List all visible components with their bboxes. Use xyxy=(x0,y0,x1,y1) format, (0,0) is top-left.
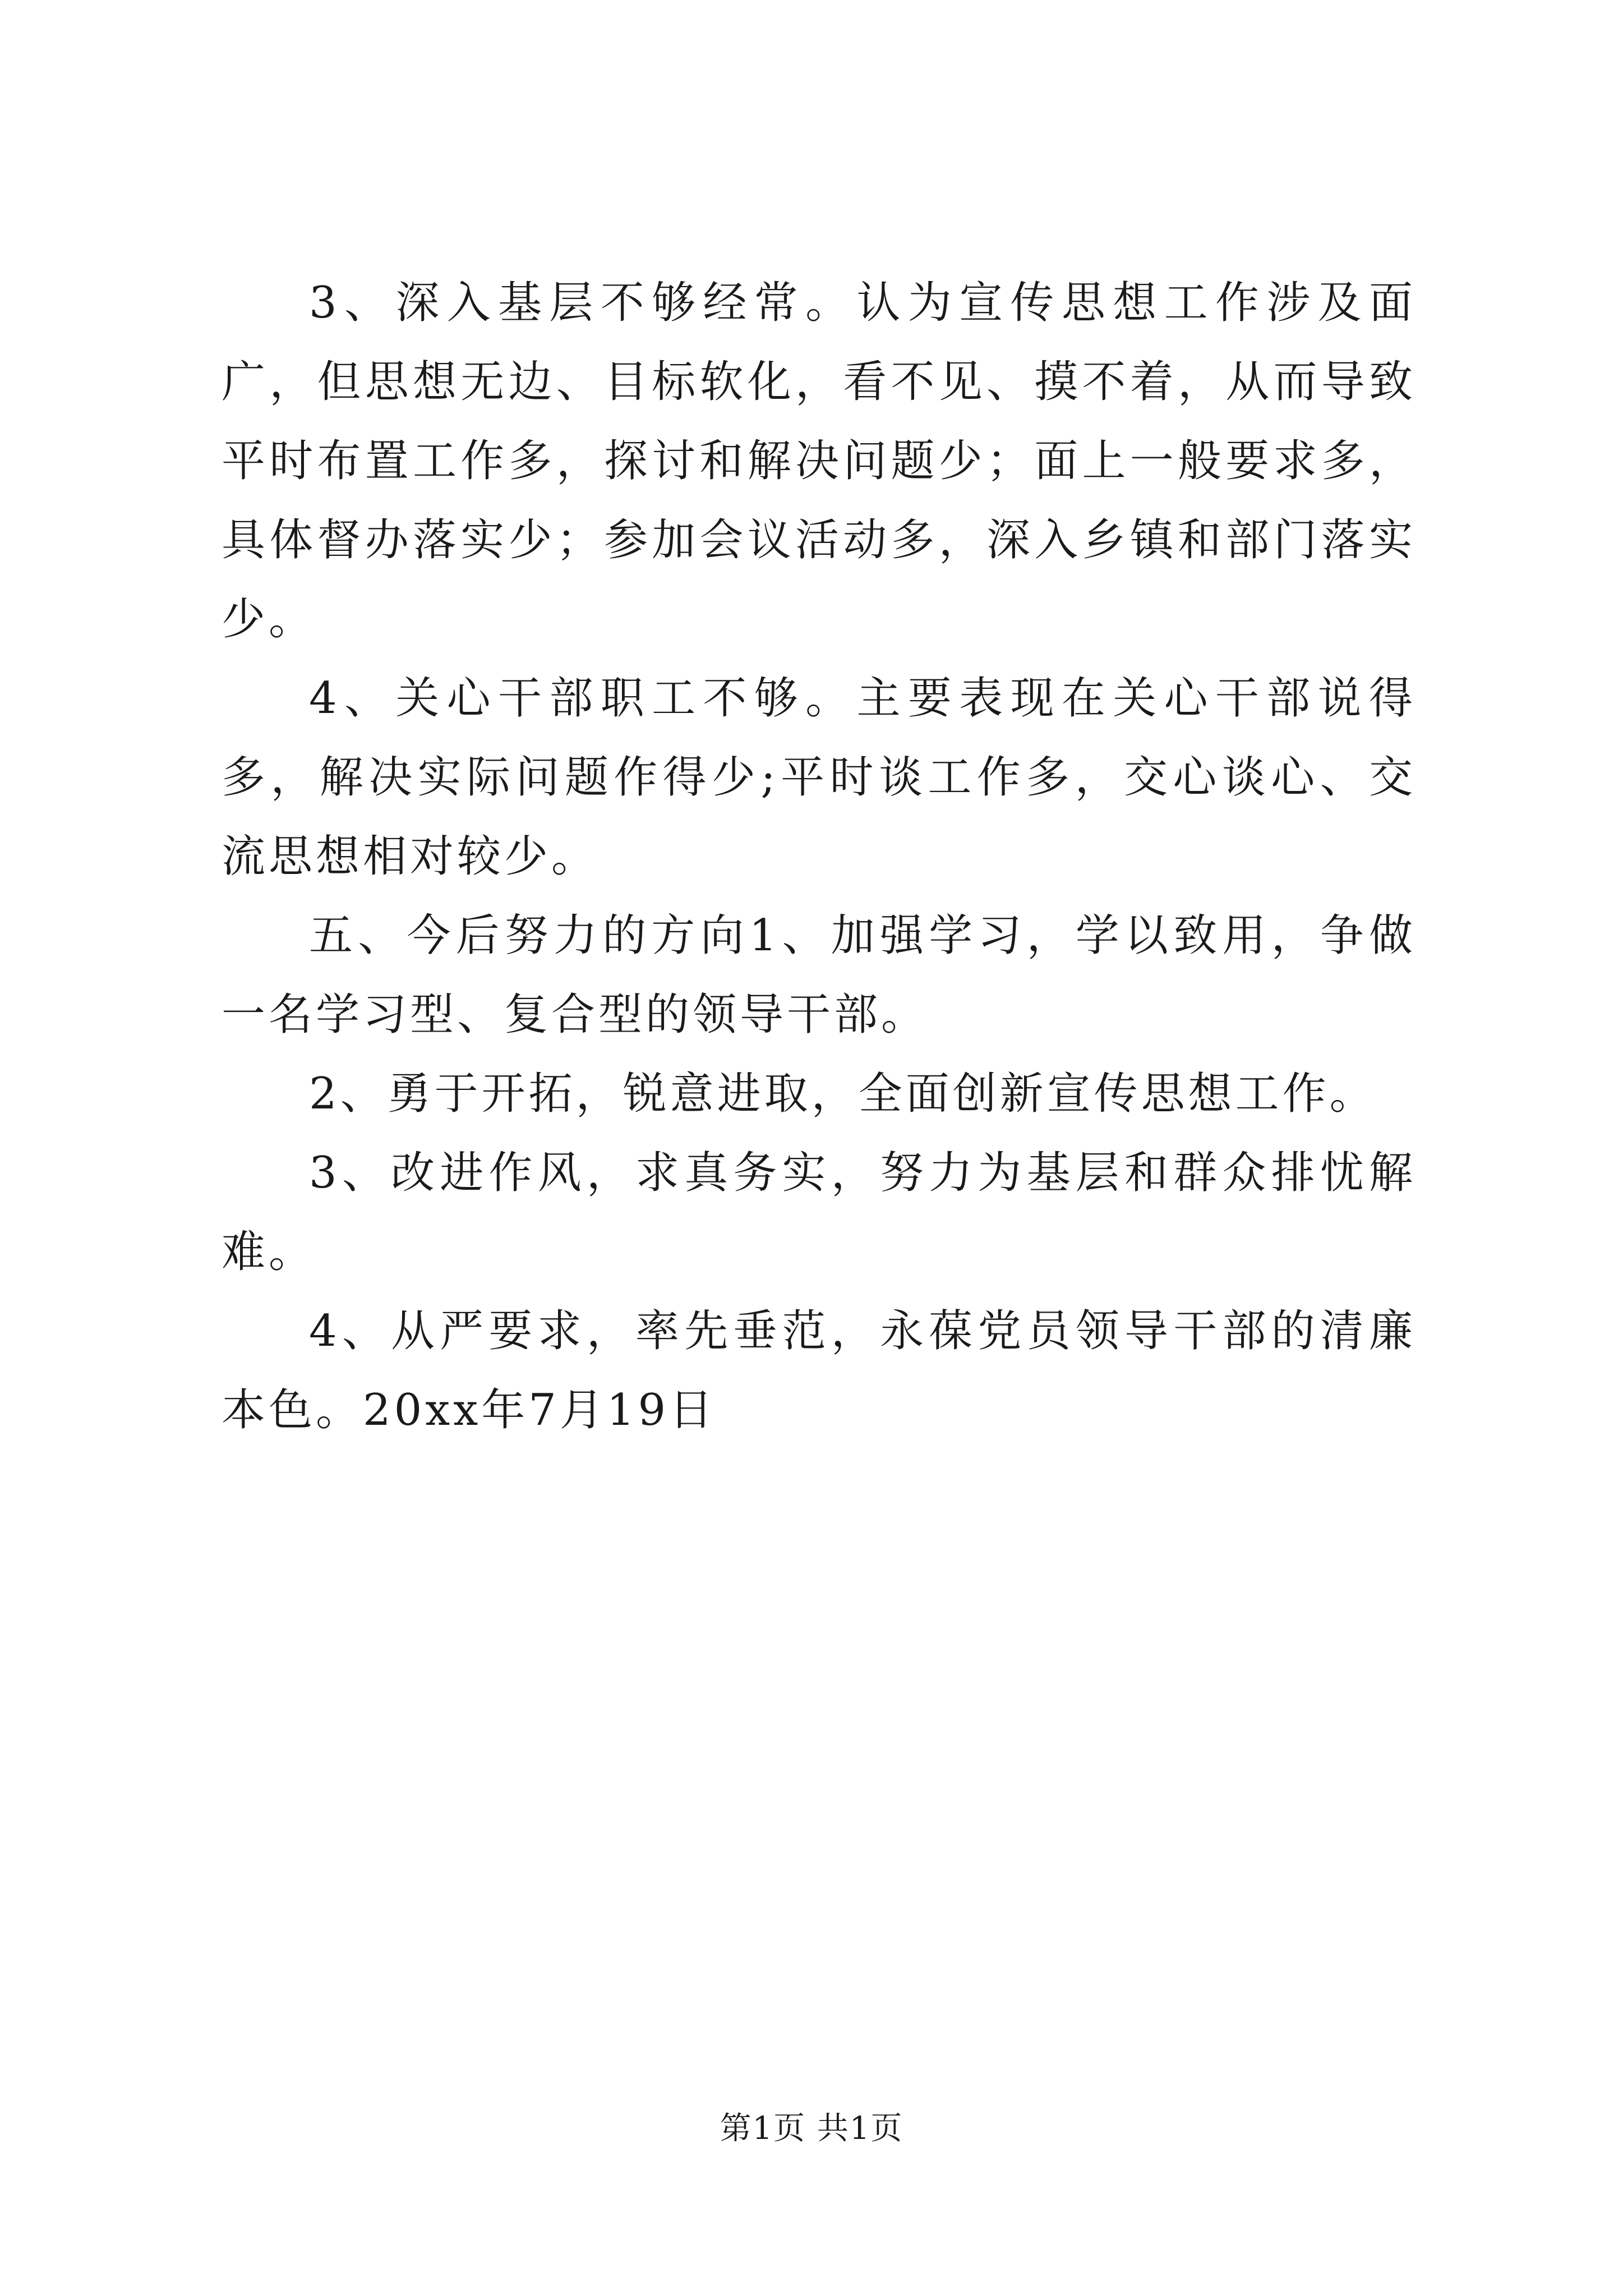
page-number-footer: 第1页 共1页 xyxy=(720,2110,903,2147)
paragraph-3: 五、今后努力的方向1、加强学习，学以致用，争做一名学习型、复合型的领导干部。 xyxy=(222,910,1416,1040)
paragraph-1: 3、深入基层不够经常。认为宣传思想工作涉及面广，但思想无边、目标软化，看不见、摸不着，从而导致平时布置工作多，探讨和解决问题少；面上一般要求多，具体督办落实少；参加会议活动多，深入乡镇和部门落实少。 xyxy=(222,278,1416,645)
paragraph-4: 2、勇于开拓，锐意进取，全面创新宣传思想工作。 xyxy=(309,1069,1377,1119)
paragraph-2: 4、关心干部职工不够。主要表现在关心干部说得多，解决实际问题作得少;平时谈工作多，交心谈心、交流思想相对较少。 xyxy=(222,673,1416,882)
document-body xyxy=(222,264,1416,1450)
paragraph-6: 4、从严要求，率先垂范，永葆党员领导干部的清廉本色。20xx年7月19日 xyxy=(222,1306,1416,1435)
paragraph-5: 3、改进作风，求真务实，努力为基层和群众排忧解难。 xyxy=(222,1148,1416,1277)
